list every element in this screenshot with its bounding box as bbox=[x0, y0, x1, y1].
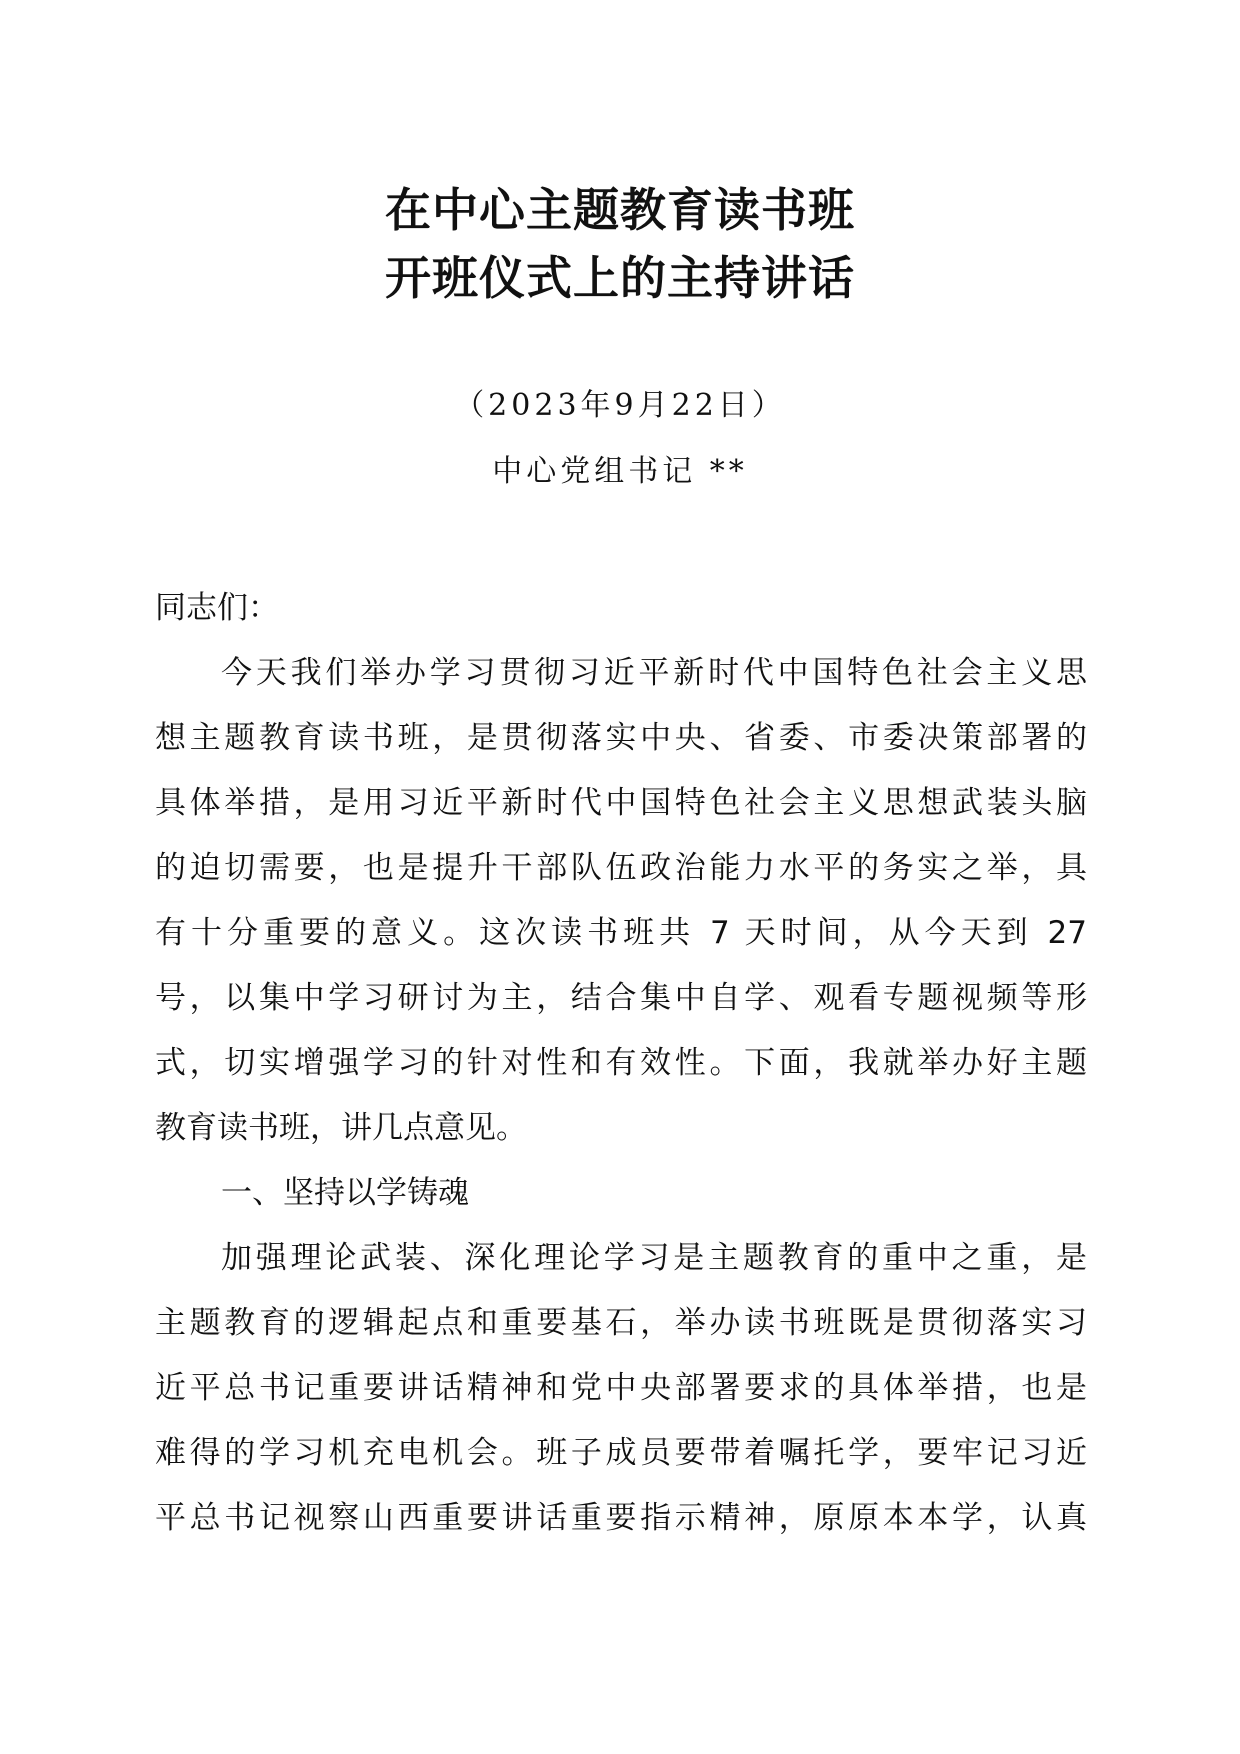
paragraph-2-line-3: 近平总书记重要讲话精神和党中央部署要求的具体举措，也是 bbox=[155, 1370, 1087, 1406]
paragraph-2-line-5: 平总书记视察山西重要讲话重要指示精神，原原本本学，认真 bbox=[155, 1500, 1087, 1536]
salutation: 同志们： bbox=[155, 590, 279, 626]
paragraph-1-line-1: 今天我们举办学习贯彻习近平新时代中国特色社会主义思 bbox=[221, 655, 1087, 691]
paragraph-1-line-8: 教育读书班，讲几点意见。 bbox=[155, 1110, 527, 1146]
paragraph-1-line-4: 的迫切需要，也是提升干部队伍政治能力水平的务实之举，具 bbox=[155, 850, 1087, 886]
paragraph-1-line-5: 有十分重要的意义。这次读书班共 7 天时间，从今天到 27 bbox=[155, 915, 1087, 951]
paragraph-2-line-2: 主题教育的逻辑起点和重要基石，举办读书班既是贯彻落实习 bbox=[155, 1305, 1087, 1341]
paragraph-1-line-6: 号，以集中学习研讨为主，结合集中自学、观看专题视频等形 bbox=[155, 980, 1087, 1016]
paragraph-1-line-3: 具体举措，是用习近平新时代中国特色社会主义思想武装头脑 bbox=[155, 785, 1087, 821]
section-1-heading: 一、坚持以学铸魂 bbox=[221, 1175, 469, 1211]
speaker-attribution: 中心党组书记 ** bbox=[492, 454, 748, 489]
paragraph-2-line-4: 难得的学习机充电机会。班子成员要带着嘱托学，要牢记习近 bbox=[155, 1435, 1087, 1471]
paragraph-1-line-7: 式，切实增强学习的针对性和有效性。下面，我就举办好主题 bbox=[155, 1045, 1087, 1081]
paragraph-2-line-1: 加强理论武装、深化理论学习是主题教育的重中之重，是 bbox=[221, 1240, 1087, 1276]
document-title-line-1: 在中心主题教育读书班 bbox=[385, 183, 855, 237]
document-title-line-2: 开班仪式上的主持讲话 bbox=[385, 251, 855, 305]
speech-date: （2023年9月22日） bbox=[454, 388, 786, 423]
paragraph-1-line-2: 想主题教育读书班，是贯彻落实中央、省委、市委决策部署的 bbox=[155, 720, 1087, 756]
